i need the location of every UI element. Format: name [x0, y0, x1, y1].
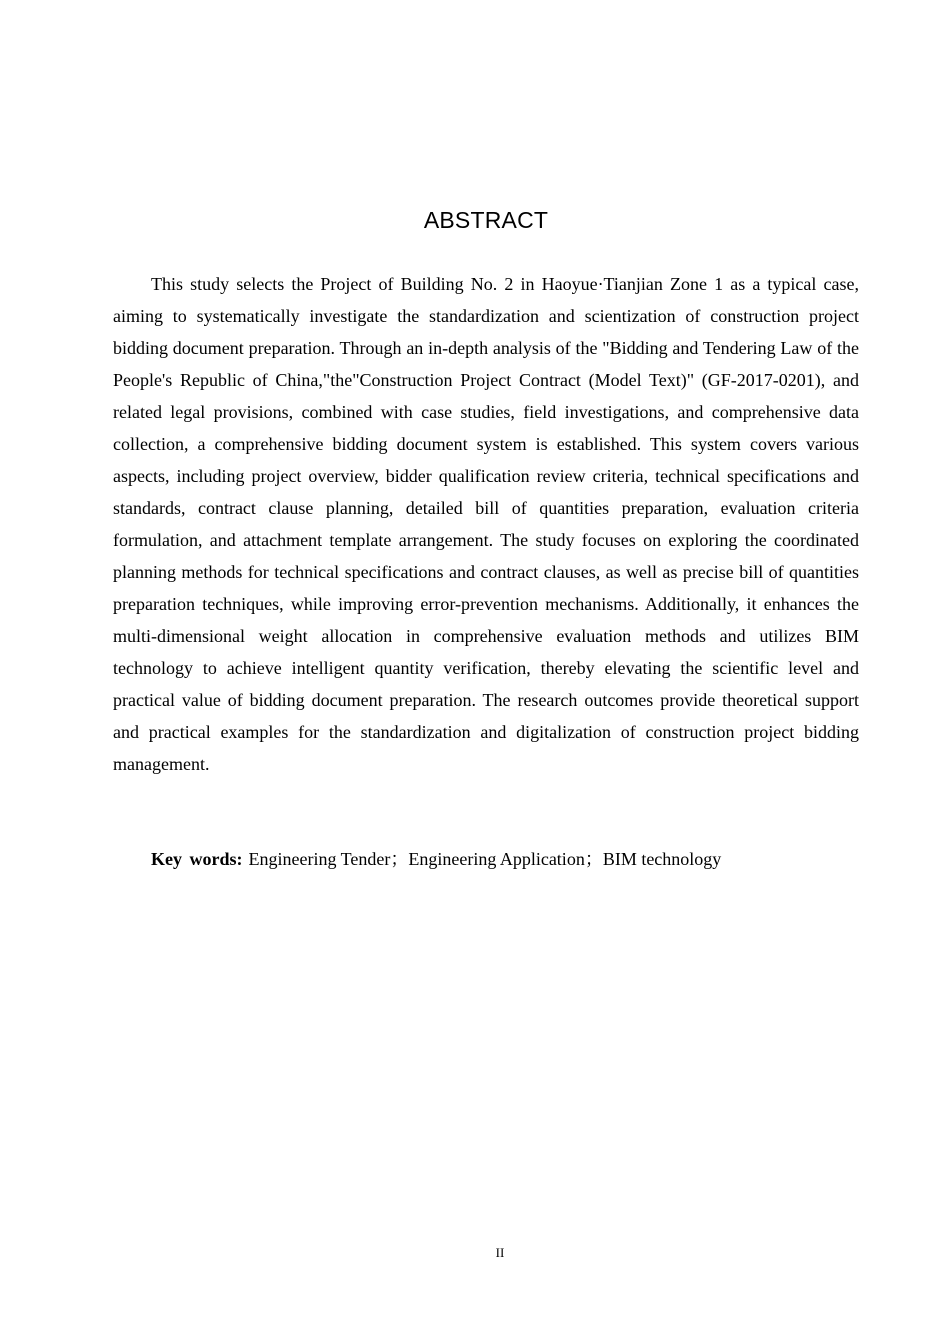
keywords-line — [113, 843, 859, 875]
page-title: ABSTRACT — [423, 207, 549, 233]
keywords-text: Engineering Tender；Engineering Application；BIM technology — [248, 849, 722, 869]
page-number: II — [495, 1245, 505, 1260]
keywords-label: Key words: — [151, 849, 243, 869]
abstract-paragraph: This study selects the Project of Building No. 2 in Haoyue·Tianjian Zone 1 as a typical case, aiming to systematically investigate the standardization and scientization of construction project bidding document preparation. Through an in-depth analysis of the "Bidding and Tendering Law of the People's Republic of China,"the"Construction Project Contract (Model Text)" (GF-2017-0201), and related legal provisions, combined with case studies, field investigations, and comprehensive data collection, a comprehensive bidding document system is established. This system covers various aspects, including project overview, bidder qualification review criteria, technical specifications and standards, contract clause planning, detailed bill of quantities preparation, evaluation criteria formulation, and attachment template arrangement. The study focuses on exploring the coordinated planning methods for technical specifications and contract clauses, as well as precise bill of quantities preparation techniques, while improving error-prevention mechanisms. Additionally, it enhances the multi-dimensional weight allocation in comprehensive evaluation methods and utilizes BIM technology to achieve intelligent quantity verification, thereby elevating the scientific level and practical value of bidding document preparation. The research outcomes provide theoretical support and practical examples for the standardization and digitalization of construction project bidding management. — [113, 274, 859, 774]
